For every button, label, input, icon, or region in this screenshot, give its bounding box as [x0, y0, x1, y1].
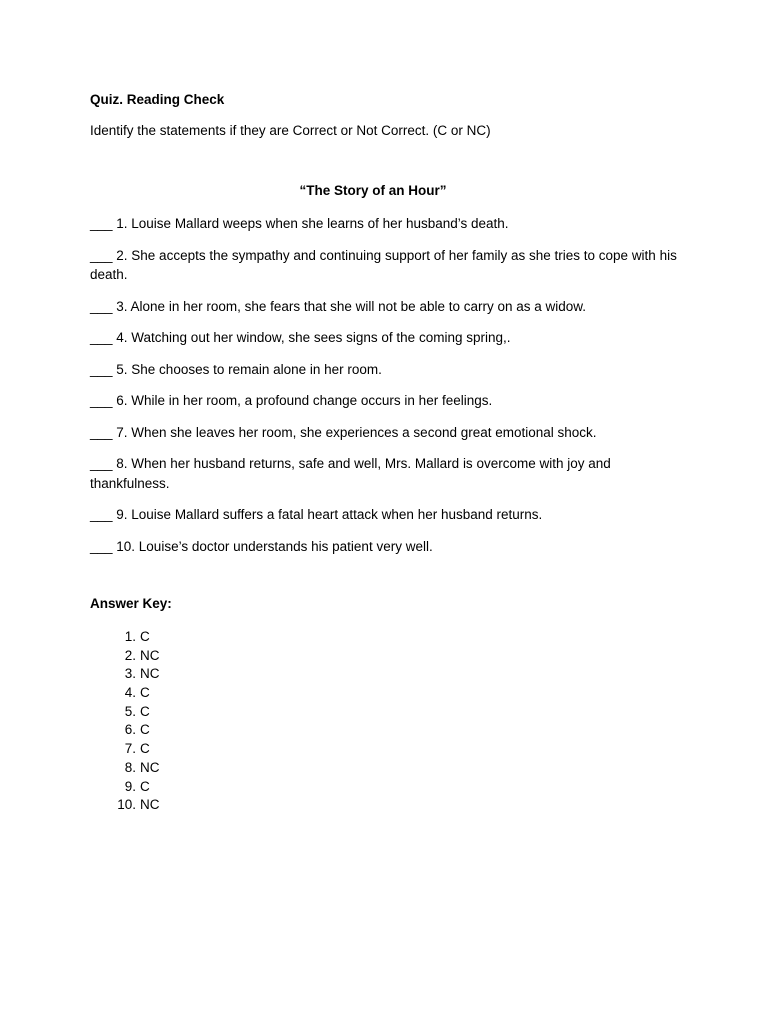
answer-item: [90, 628, 680, 647]
answer-number: 3.: [124, 666, 136, 682]
answer-item: [90, 778, 680, 797]
answer-number: 7.: [124, 741, 136, 757]
question-item: ___ 6. While in her room, a profound change occurs in her feelings.: [90, 393, 493, 408]
answer-value: NC: [140, 759, 160, 775]
question-item: ___ 1. Louise Mallard weeps when she learns of her husband’s death.: [90, 216, 509, 231]
answer-value: C: [140, 703, 150, 719]
story-title: “The Story of an Hour”: [299, 183, 447, 198]
answer-key-list: [90, 628, 680, 815]
answer-number: 9.: [124, 778, 136, 794]
document-page: [90, 91, 680, 815]
answer-value: C: [140, 741, 150, 757]
answer-number: 10.: [117, 797, 136, 813]
question-item: ___ 9. Louise Mallard suffers a fatal heart attack when her husband returns.: [90, 507, 543, 522]
answer-item: [90, 721, 680, 740]
quiz-title: Quiz. Reading Check: [90, 92, 225, 107]
answer-item: [90, 703, 680, 722]
answer-value: C: [140, 722, 150, 738]
answer-value: NC: [140, 666, 160, 682]
answer-number: 8.: [124, 759, 136, 775]
question-list: [90, 214, 680, 556]
answer-value: C: [140, 685, 150, 701]
answer-item: [90, 740, 680, 759]
question-item: ___ 7. When she leaves her room, she experiences a second great emotional shock.: [90, 424, 597, 440]
question-item: ___ 2. She accepts the sympathy and continuing support of her family as she tries to cope with his death.: [90, 247, 677, 282]
answer-item: [90, 684, 680, 703]
answer-item: [90, 665, 680, 684]
answer-number: 6.: [124, 722, 136, 738]
answer-number: 1.: [124, 629, 136, 644]
answer-number: 4.: [124, 685, 136, 701]
answer-value: NC: [140, 647, 160, 663]
answer-value: C: [140, 778, 150, 794]
question-item: ___ 10. Louise’s doctor understands his patient very well.: [90, 538, 433, 554]
question-item: ___ 4. Watching out her window, she sees signs of the coming spring,.: [90, 330, 511, 345]
answer-item: [90, 759, 680, 778]
question-item: ___ 3. Alone in her room, she fears that she will not be able to carry on as a widow.: [90, 298, 587, 314]
answer-number: 2.: [124, 647, 136, 663]
question-item: ___ 8. When her husband returns, safe and well, Mrs. Mallard is overcome with joy and thankfulness.: [90, 456, 611, 491]
instructions-text: Identify the statements if they are Correct or Not Correct. (C or NC): [90, 123, 491, 138]
answer-value: NC: [140, 797, 160, 813]
question-item: ___ 5. She chooses to remain alone in her room.: [90, 361, 382, 377]
answer-number: 5.: [124, 703, 136, 719]
answer-value: C: [140, 629, 150, 644]
answer-item: [90, 796, 680, 815]
answer-key-heading: Answer Key:: [90, 596, 172, 611]
answer-item: [90, 647, 680, 666]
